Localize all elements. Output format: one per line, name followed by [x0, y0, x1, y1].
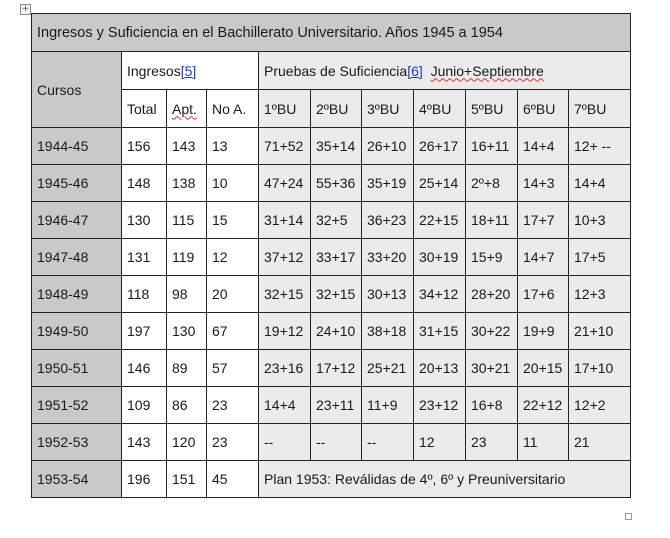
column-header: No A.: [207, 90, 259, 128]
table-cell: 30+13: [362, 276, 414, 313]
table-cell: 197: [122, 313, 167, 350]
curso-cell: 1945-46: [32, 165, 122, 202]
table-cell: 10: [207, 165, 259, 202]
table-cell: 22+15: [414, 202, 466, 239]
table-cell: 151: [167, 461, 207, 498]
pruebas-footnote-link[interactable]: [6]: [407, 62, 423, 79]
table-cell: 109: [122, 387, 167, 424]
table-cell: 14+4: [518, 128, 569, 165]
ingresos-footnote-link[interactable]: [5]: [180, 62, 197, 79]
table-row: [32, 202, 631, 239]
table-cell: --: [259, 424, 311, 461]
column-header: 1ºBU: [259, 90, 311, 128]
table-cell: 17+6: [518, 276, 569, 313]
table-cell: 32+15: [311, 276, 362, 313]
table-cell: 196: [122, 461, 167, 498]
table-cell: 32+5: [311, 202, 362, 239]
title-row: [32, 14, 631, 52]
table-cell: 23: [466, 424, 518, 461]
table-cell: 20: [207, 276, 259, 313]
enrollment-table: [31, 13, 631, 498]
table-cell: 67: [207, 313, 259, 350]
table-cell: 35+14: [311, 128, 362, 165]
table-cell: 20+13: [414, 350, 466, 387]
table-cell: 148: [122, 165, 167, 202]
table-cell: 31+14: [259, 202, 311, 239]
table-cell: 28+20: [466, 276, 518, 313]
table-cell: 21+10: [569, 313, 631, 350]
table-cell: 130: [122, 202, 167, 239]
table-cell: 26+17: [414, 128, 466, 165]
table-cell: 14+4: [259, 387, 311, 424]
table-cell: 16+11: [466, 128, 518, 165]
table-cell: 89: [167, 350, 207, 387]
curso-cell: 1953-54: [32, 461, 122, 498]
pruebas-period: Junio+Septiembre: [430, 62, 544, 79]
table-cell: 57: [207, 350, 259, 387]
curso-cell: 1952-53: [32, 424, 122, 461]
plan-note: Plan 1953: Reválidas de 4º, 6º y Preuniversitario: [259, 461, 631, 498]
table-cell: 25+21: [362, 350, 414, 387]
curso-cell: 1949-50: [32, 313, 122, 350]
table-cell: 23+11: [311, 387, 362, 424]
column-header: 4ºBU: [414, 90, 466, 128]
table-cell: 14+4: [569, 165, 631, 202]
table-cell: 71+52: [259, 128, 311, 165]
header-row: [32, 52, 631, 90]
table-cell: 12+3: [569, 276, 631, 313]
table-row: [32, 165, 631, 202]
table-cell: 16+8: [466, 387, 518, 424]
table-cell: 130: [167, 313, 207, 350]
table-cell: 23+12: [414, 387, 466, 424]
table-cell: 19+9: [518, 313, 569, 350]
table-cell: 2º+8: [466, 165, 518, 202]
curso-cell: 1947-48: [32, 239, 122, 276]
column-header: Total: [122, 90, 167, 128]
table-cell: 17+7: [518, 202, 569, 239]
table-row: [32, 350, 631, 387]
column-header: 2ºBU: [311, 90, 362, 128]
table-cell: 19+12: [259, 313, 311, 350]
table-cell: 12+ --: [569, 128, 631, 165]
curso-cell: 1944-45: [32, 128, 122, 165]
table-cell: 32+15: [259, 276, 311, 313]
table-cell: 17+12: [311, 350, 362, 387]
table-cell: 22+12: [518, 387, 569, 424]
pruebas-label: Pruebas de Suficiencia: [264, 62, 408, 79]
table-cell: 12: [414, 424, 466, 461]
table-cell: 30+22: [466, 313, 518, 350]
table-row: [32, 387, 631, 424]
curso-cell: 1950-51: [32, 350, 122, 387]
curso-cell: 1948-49: [32, 276, 122, 313]
table-cell: 26+10: [362, 128, 414, 165]
table-move-handle-icon[interactable]: +: [21, 4, 30, 14]
table-cell: 35+19: [362, 165, 414, 202]
table-row: [32, 313, 631, 350]
table-cell: --: [362, 424, 414, 461]
table-cell: 120: [167, 424, 207, 461]
table-row: [32, 239, 631, 276]
table-row: [32, 276, 631, 313]
table-cell: 38+18: [362, 313, 414, 350]
table-cell: 14+3: [518, 165, 569, 202]
table-resize-handle-icon[interactable]: [625, 513, 632, 520]
column-header: 3ºBU: [362, 90, 414, 128]
table-cell: 37+12: [259, 239, 311, 276]
table-cell: 45: [207, 461, 259, 498]
table-cell: 17+5: [569, 239, 631, 276]
table-cell: 10+3: [569, 202, 631, 239]
table-cell: 146: [122, 350, 167, 387]
table-cell: 14+7: [518, 239, 569, 276]
table-cell: 12: [207, 239, 259, 276]
table-cell: 119: [167, 239, 207, 276]
table-cell: 30+21: [466, 350, 518, 387]
table-cell: 15+9: [466, 239, 518, 276]
column-header: 5ºBU: [466, 90, 518, 128]
table-cell: 156: [122, 128, 167, 165]
table-cell: 86: [167, 387, 207, 424]
table-cell: 138: [167, 165, 207, 202]
table-cell: 36+23: [362, 202, 414, 239]
table-cell: 11: [518, 424, 569, 461]
ingresos-header: [122, 52, 259, 90]
curso-cell: 1946-47: [32, 202, 122, 239]
table-cell: 33+20: [362, 239, 414, 276]
table-cell: 21: [569, 424, 631, 461]
table-cell: 23: [207, 387, 259, 424]
table-cell: 31+15: [414, 313, 466, 350]
table-title: Ingresos y Suficiencia en el Bachillerato Universitario. Años 1945 a 1954: [32, 14, 631, 52]
table-row: [32, 128, 631, 165]
table-cell: 143: [167, 128, 207, 165]
subheader-row: [32, 90, 631, 128]
table-cell: 25+14: [414, 165, 466, 202]
table-cell: 20+15: [518, 350, 569, 387]
table-cell: 34+12: [414, 276, 466, 313]
column-header: 7ºBU: [569, 90, 631, 128]
table-cell: 23: [207, 424, 259, 461]
table-cell: 143: [122, 424, 167, 461]
table-cell: 18+11: [466, 202, 518, 239]
table-cell: 13: [207, 128, 259, 165]
table-cell: 24+10: [311, 313, 362, 350]
table-cell: 15: [207, 202, 259, 239]
table-cell: 12+2: [569, 387, 631, 424]
table-cell: 55+36: [311, 165, 362, 202]
table-cell: 30+19: [414, 239, 466, 276]
table-cell: 17+10: [569, 350, 631, 387]
pruebas-header: [259, 52, 631, 90]
ingresos-label: Ingresos: [127, 62, 181, 79]
table-cell: 11+9: [362, 387, 414, 424]
table-cell: 23+16: [259, 350, 311, 387]
table-cell: 98: [167, 276, 207, 313]
table-row: [32, 461, 631, 498]
table-cell: 47+24: [259, 165, 311, 202]
column-header: Apt.: [167, 90, 207, 128]
table-cell: 118: [122, 276, 167, 313]
table-cell: 131: [122, 239, 167, 276]
table-cell: --: [311, 424, 362, 461]
cursos-header: Cursos: [32, 52, 122, 128]
table-row: [32, 424, 631, 461]
table-cell: 33+17: [311, 239, 362, 276]
curso-cell: 1951-52: [32, 387, 122, 424]
column-header: 6ºBU: [518, 90, 569, 128]
table-cell: 115: [167, 202, 207, 239]
